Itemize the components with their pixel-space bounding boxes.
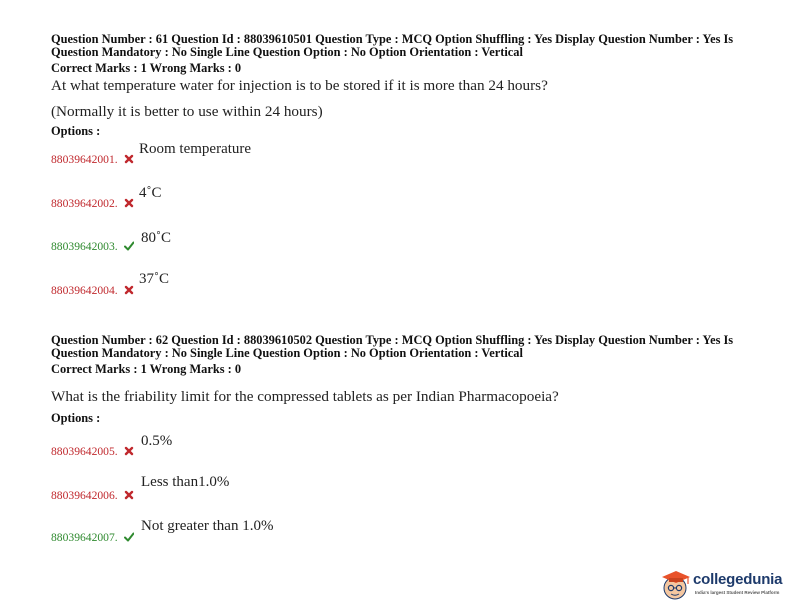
graduation-cap-face-icon <box>660 568 692 602</box>
collegedunia-logo <box>660 566 788 606</box>
brand-tagline: India's largest Student Review Platform <box>695 590 780 595</box>
option-text: Not greater than 1.0% <box>141 518 274 534</box>
option-id: 88039642006. <box>51 489 118 502</box>
option-id: 88039642007. <box>51 531 118 544</box>
option-row <box>51 150 134 168</box>
wrong-cross-icon <box>124 154 134 164</box>
option-id: 88039642002. <box>51 197 118 210</box>
option-row <box>51 442 134 460</box>
option-row <box>51 486 134 504</box>
option-id: 88039642004. <box>51 284 118 297</box>
brand-name: collegedunia <box>693 571 783 588</box>
option-row <box>51 237 134 255</box>
q62-marks: Correct Marks : 1 Wrong Marks : 0 <box>51 362 242 376</box>
q62-options-label: Options : <box>51 411 101 425</box>
option-id: 88039642001. <box>51 153 118 166</box>
option-id: 88039642005. <box>51 445 118 458</box>
correct-check-icon <box>124 241 134 251</box>
wrong-cross-icon <box>124 198 134 208</box>
wrong-cross-icon <box>124 285 134 295</box>
option-text: Less than1.0% <box>141 474 230 490</box>
wrong-cross-icon <box>124 490 134 500</box>
option-text: Room temperature <box>139 141 252 157</box>
option-text: 4˚C <box>139 185 162 201</box>
q61-question-text: At what temperature water for injection is to be stored if it is more than 24 hours? <box>51 77 548 94</box>
option-text: 80˚C <box>141 230 171 246</box>
correct-check-icon <box>124 532 134 542</box>
option-id: 88039642003. <box>51 240 118 253</box>
q61-meta-line1: Question Number : 61 Question Id : 88039610501 Question Type : MCQ Option Shuffling : Yes Display Question Number : Yes Is <box>51 32 734 46</box>
q61-marks: Correct Marks : 1 Wrong Marks : 0 <box>51 61 242 75</box>
q62-meta-line2: Question Mandatory : No Single Line Question Option : No Option Orientation : Vertical <box>51 346 523 360</box>
option-text: 37˚C <box>139 271 169 287</box>
option-text: 0.5% <box>141 433 173 449</box>
option-row <box>51 528 134 546</box>
q62-meta-line1: Question Number : 62 Question Id : 88039610502 Question Type : MCQ Option Shuffling : Yes Display Question Number : Yes Is <box>51 333 734 347</box>
q62-question-text: What is the friability limit for the compressed tablets as per Indian Pharmacopoeia? <box>51 388 559 405</box>
q61-meta-line2: Question Mandatory : No Single Line Question Option : No Option Orientation : Vertical <box>51 45 523 59</box>
option-row <box>51 194 134 212</box>
q61-question-note: (Normally it is better to use within 24 hours) <box>51 103 323 120</box>
wrong-cross-icon <box>124 446 134 456</box>
option-row <box>51 281 134 299</box>
q61-options-label: Options : <box>51 124 101 138</box>
